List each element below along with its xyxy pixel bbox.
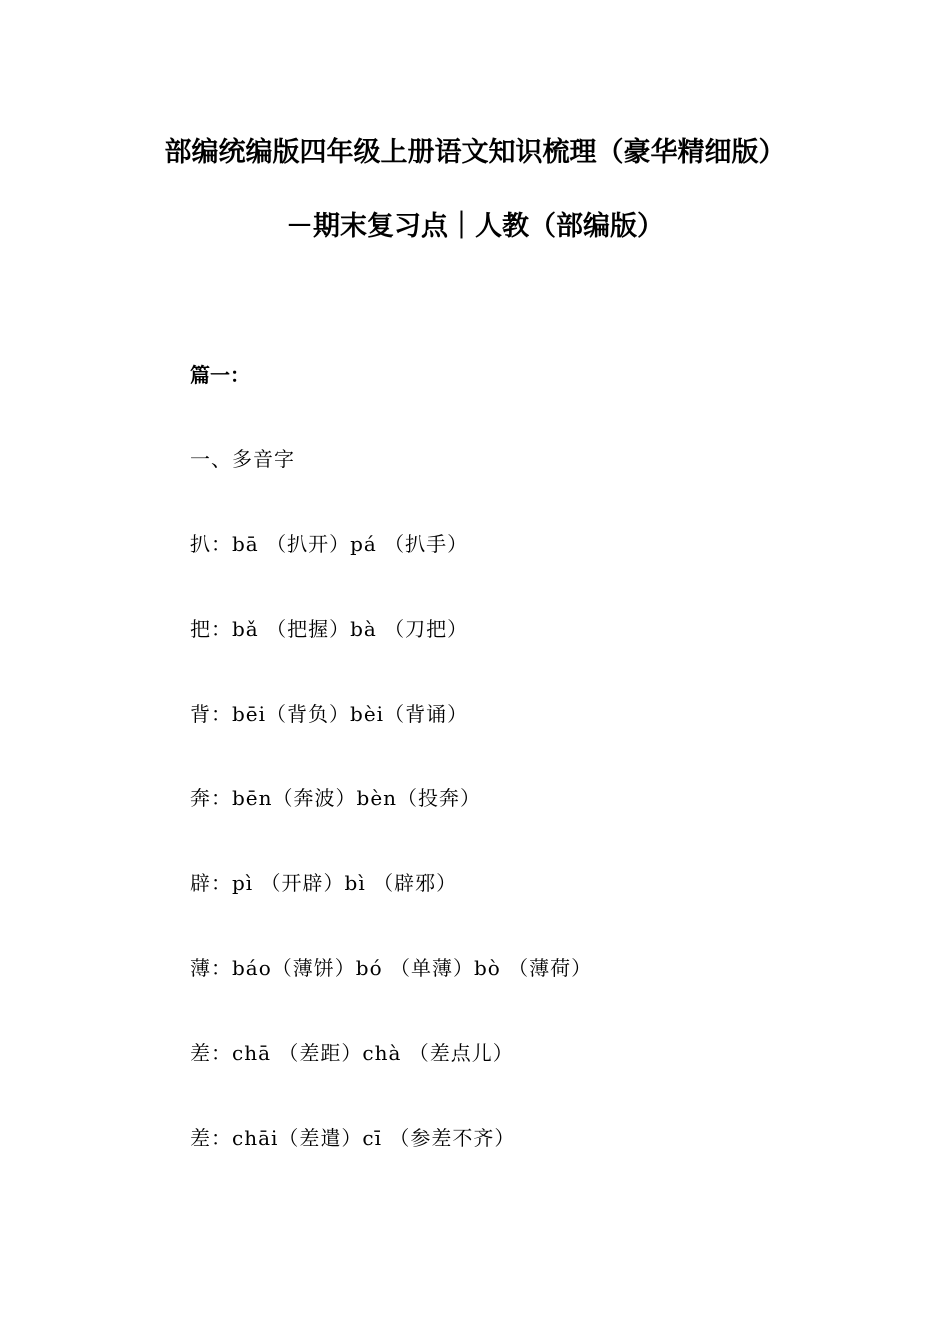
polyphone-entry-6: 薄：báo（薄饼）bó （单薄）bò （薄荷） — [190, 956, 593, 980]
polyphone-entry-4: 奔：bēn（奔波）bèn（投奔） — [190, 786, 482, 810]
document-title-line-1: 部编统编版四年级上册语文知识梳理（豪华精细版） — [164, 137, 786, 168]
polyphone-entry-5: 辟：pì （开辟）bì （辟邪） — [190, 871, 458, 895]
polyphone-entry-8: 差：chāi（差遣）cī （参差不齐） — [190, 1126, 516, 1150]
section-label: 篇一： — [190, 363, 250, 387]
polyphone-entry-7: 差：chā （差距）chà （差点儿） — [190, 1041, 514, 1065]
polyphone-entry-2: 把：bǎ （把握）bà （刀把） — [190, 617, 469, 641]
section-heading: 一、多音字 — [190, 447, 295, 471]
polyphone-entry-3: 背：bēi（背负）bèi（背诵） — [190, 702, 469, 726]
document-title-line-2: －期末复习点｜人教（部编版） — [286, 211, 664, 242]
polyphone-entry-1: 扒：bā （扒开）pá （扒手） — [190, 532, 469, 556]
